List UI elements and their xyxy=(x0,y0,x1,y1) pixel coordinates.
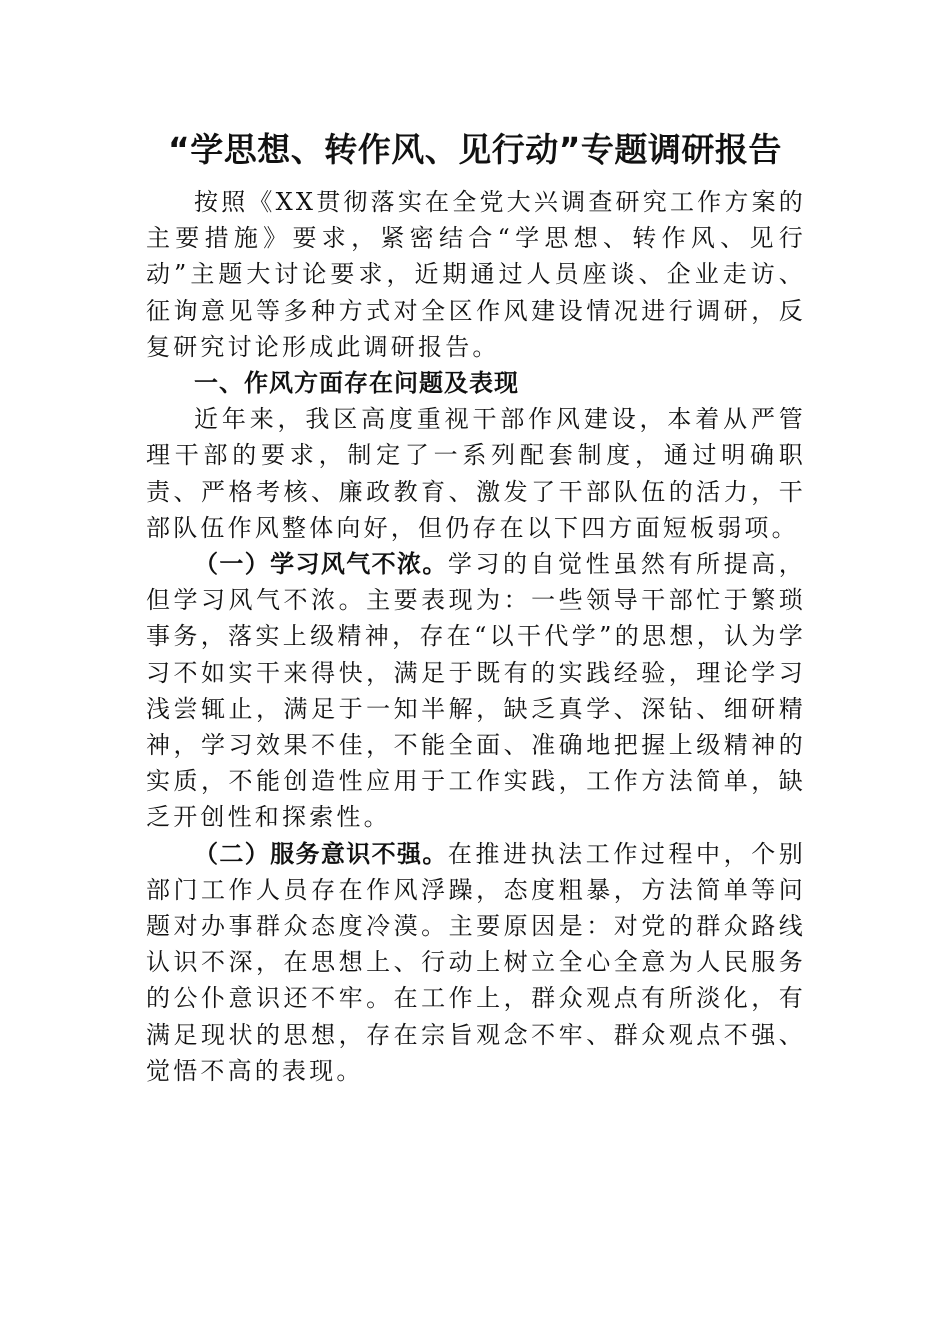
section-heading-1: 一、作风方面存在问题及表现 xyxy=(194,369,519,398)
section-1-paragraph: 近年来，我区高度重视干部作风建设，本着从严管理干部的要求，制定了一系列配套制度，通过明确职责、严格考核、廉政教育、激发了干部队伍的活力，干部队伍作风整体向好，但仍存在以下四方面短板弱项。 xyxy=(146,405,806,542)
item-2-paragraph xyxy=(146,836,806,1089)
item-1-paragraph xyxy=(146,546,806,836)
item-1-lead: （一）学习风气不浓。 xyxy=(194,550,448,579)
intro-paragraph: 按照《XX贯彻落实在全党大兴调查研究工作方案的主要措施》要求，紧密结合“学思想、转作风、见行动”主题大讨论要求，近期通过人员座谈、企业走访、征询意见等多种方式对全区作风建设情况进行调研，反复研究讨论形成此调研报告。 xyxy=(146,188,806,361)
document-title: “学思想、转作风、见行动”专题调研报告 xyxy=(168,130,782,169)
item-2-text: 在推进执法工作过程中，个别部门工作人员存在作风浮躁，态度粗暴，方法简单等问题对办事群众态度冷漠。主要原因是：对党的群众路线认识不深，在思想上、行动上树立全心全意为人民服务的公仆意识还不牢。在工作上，群众观点有所淡化，有满足现状的思想，存在宗旨观念不牢、群众观点不强、觉悟不高的表现。 xyxy=(146,839,807,1085)
item-1-text: 学习的自觉性虽然有所提高，但学习风气不浓。主要表现为：一些领导干部忙于繁琐事务，落实上级精神，存在“以干代学”的思想，认为学习不如实干来得快，满足于既有的实践经验，理论学习浅尝辄止，满足于一知半解，缺乏真学、深钻、细研精神，学习效果不佳，不能全面、准确地把握上级精神的实质，不能创造性应用于工作实践，工作方法简单，缺乏开创性和探索性。 xyxy=(146,550,807,832)
document-body xyxy=(146,184,806,1089)
item-2-lead: （二）服务意识不强。 xyxy=(194,839,448,868)
